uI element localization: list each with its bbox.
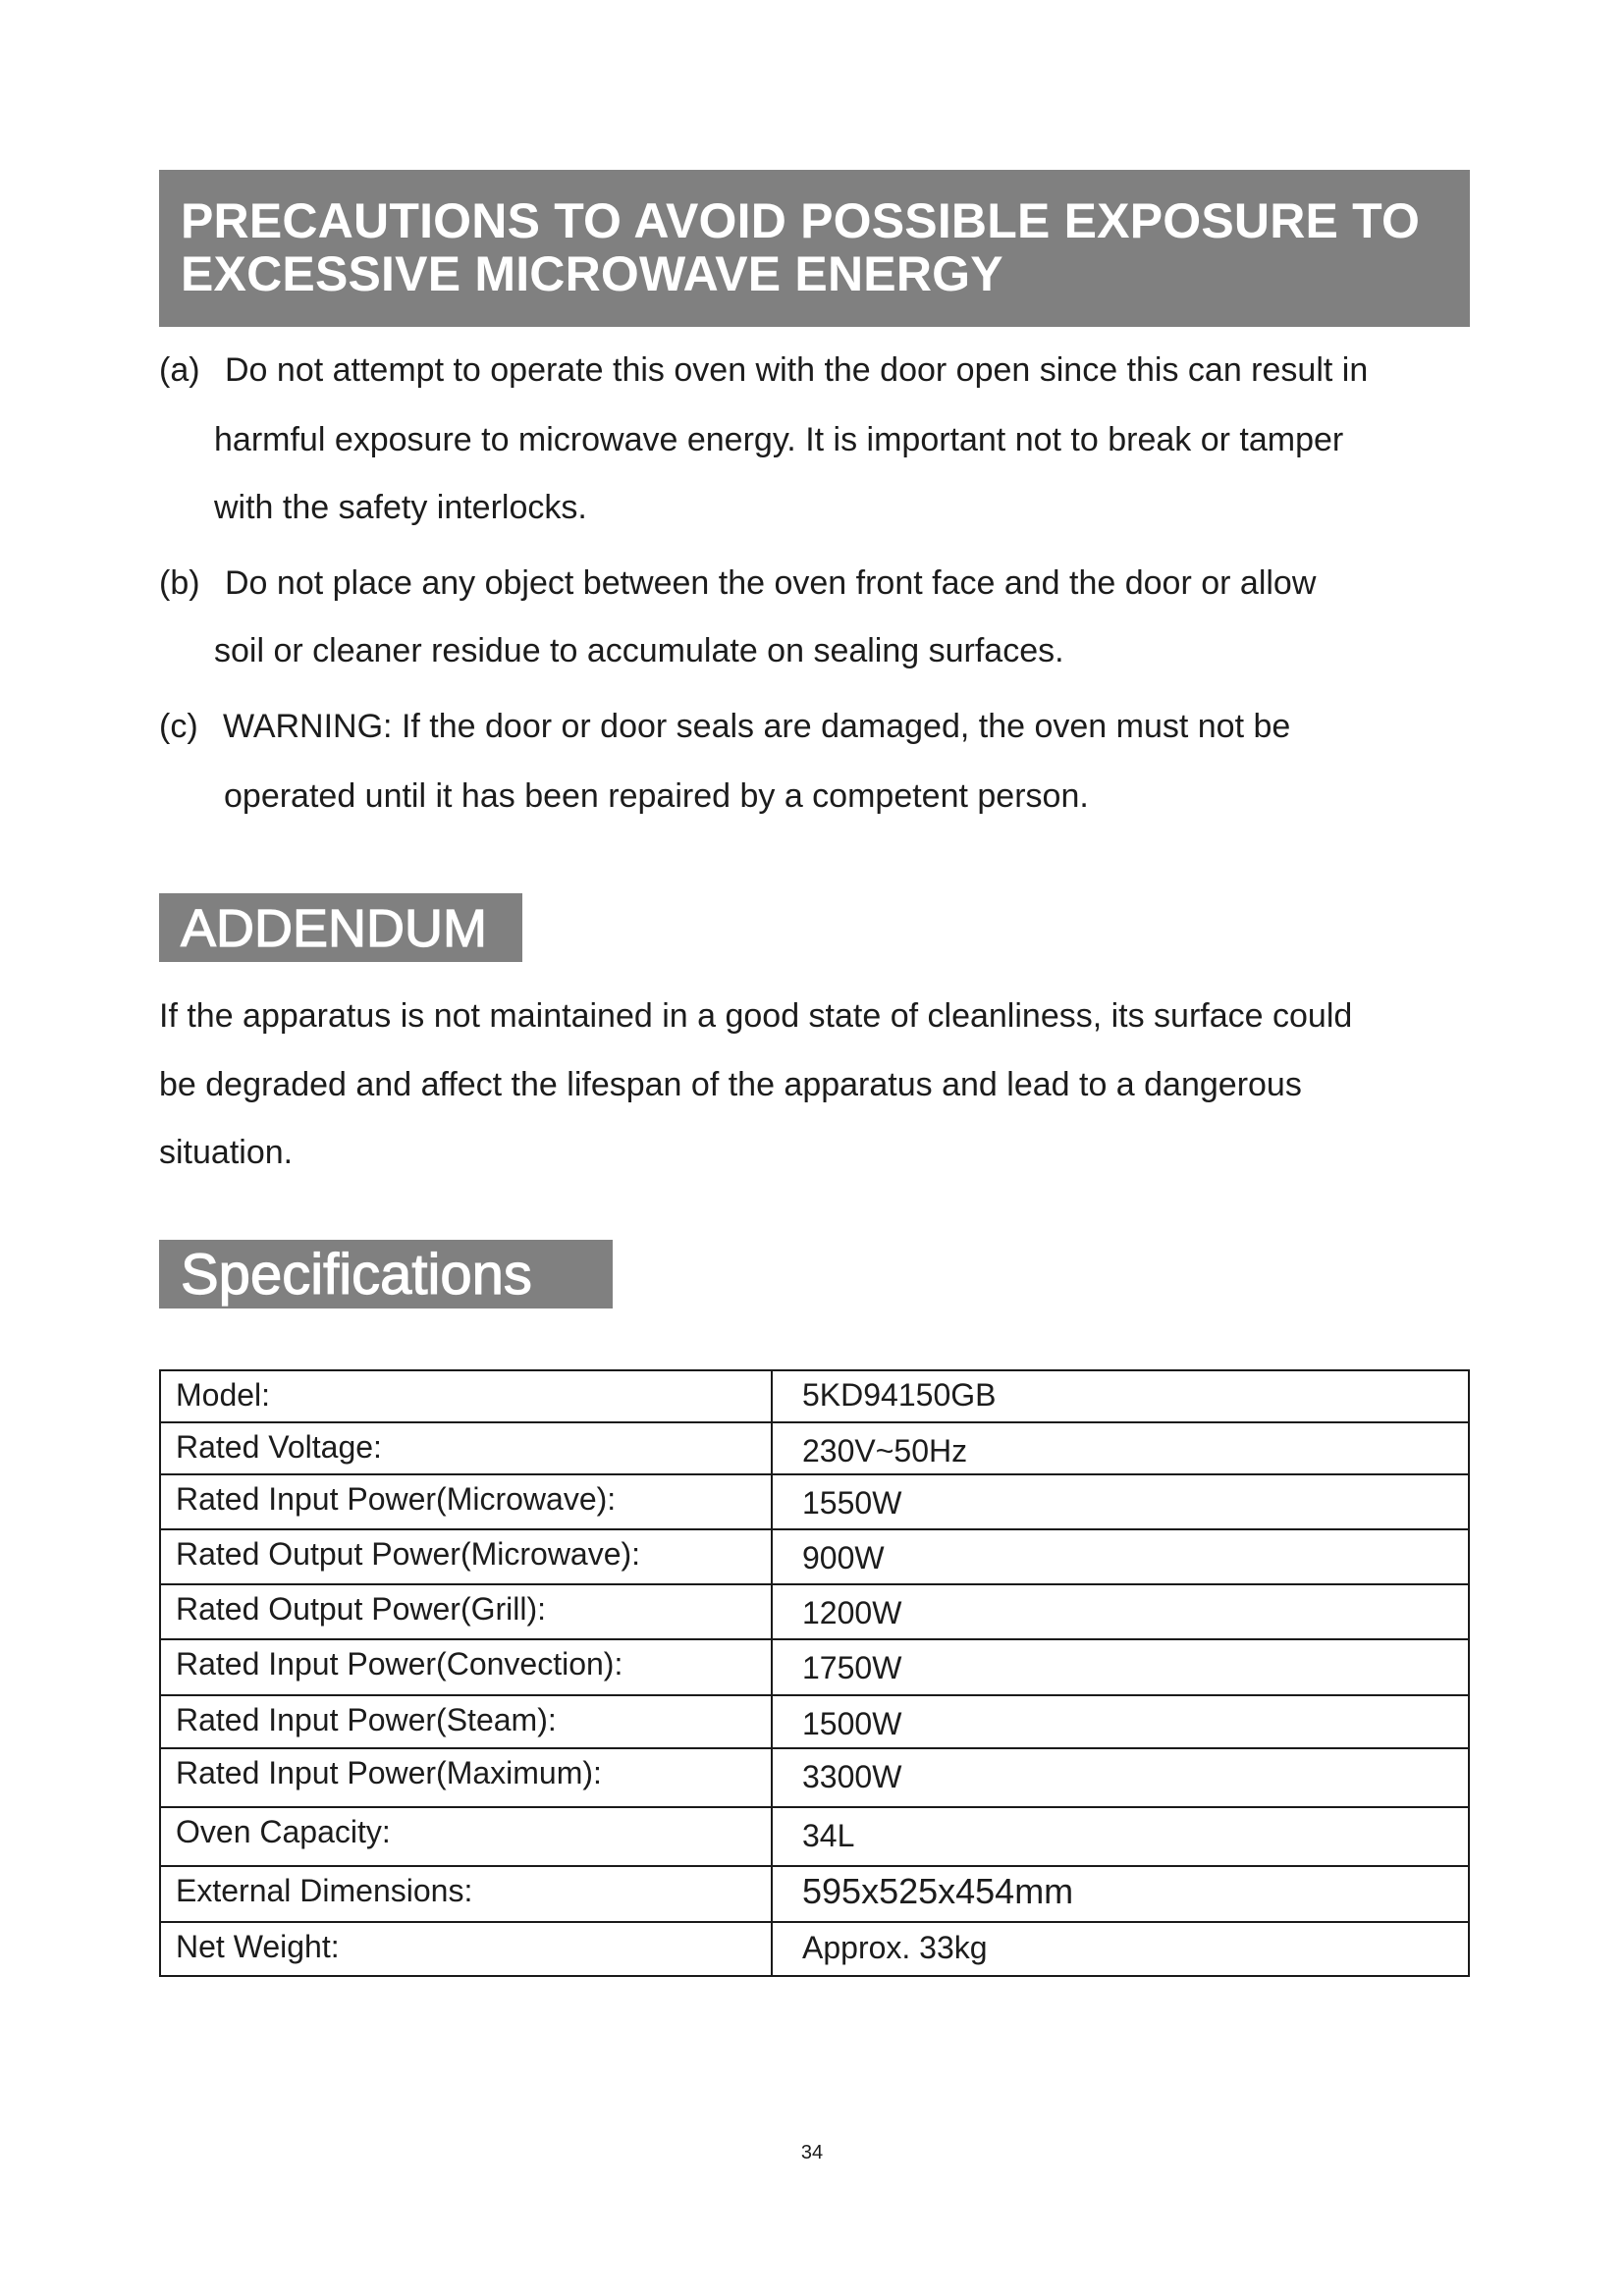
spec-label: Rated Voltage: xyxy=(160,1422,772,1474)
spec-value: 34L xyxy=(772,1807,1469,1866)
spec-row-input-steam xyxy=(160,1695,1469,1748)
spec-label: Rated Input Power(Maximum): xyxy=(160,1748,772,1807)
item-a-marker: (a) xyxy=(159,351,200,389)
specifications-heading: Specifications xyxy=(159,1240,613,1308)
spec-row-model xyxy=(160,1370,1469,1422)
spec-row-net-weight xyxy=(160,1922,1469,1976)
spec-row-input-microwave xyxy=(160,1474,1469,1529)
spec-label: Rated Input Power(Microwave): xyxy=(160,1474,772,1529)
spec-label: Rated Output Power(Microwave): xyxy=(160,1529,772,1584)
spec-label: Net Weight: xyxy=(160,1922,772,1976)
item-c-marker: (c) xyxy=(159,708,198,745)
spec-value: 1200W xyxy=(772,1584,1469,1639)
spec-value: 900W xyxy=(772,1529,1469,1584)
spec-row-input-convection xyxy=(160,1639,1469,1695)
item-c-line-1: WARNING: If the door or door seals are damaged, the oven must not be xyxy=(223,708,1291,745)
spec-row-output-grill xyxy=(160,1584,1469,1639)
spec-value: Approx. 33kg xyxy=(772,1922,1469,1976)
spec-row-external-dimensions xyxy=(160,1866,1469,1922)
item-a-line-3: with the safety interlocks. xyxy=(214,489,587,526)
precautions-heading xyxy=(159,170,1470,327)
item-a-line-2: harmful exposure to microwave energy. It is important not to break or tamper xyxy=(214,421,1344,458)
spec-value: 595x525x454mm xyxy=(772,1866,1469,1922)
addendum-line-3: situation. xyxy=(159,1134,294,1171)
spec-label: Oven Capacity: xyxy=(160,1807,772,1866)
spec-label: External Dimensions: xyxy=(160,1866,772,1922)
spec-value: 1500W xyxy=(772,1695,1469,1748)
spec-label: Rated Input Power(Steam): xyxy=(160,1695,772,1748)
addendum-line-1: If the apparatus is not maintained in a good state of cleanliness, its surface could xyxy=(159,997,1353,1035)
spec-value: 1550W xyxy=(772,1474,1469,1529)
spec-value: 3300W xyxy=(772,1748,1469,1807)
item-b-line-2: soil or cleaner residue to accumulate on sealing surfaces. xyxy=(214,632,1064,669)
item-c-line-2: operated until it has been repaired by a competent person. xyxy=(224,777,1089,815)
spec-label: Rated Output Power(Grill): xyxy=(160,1584,772,1639)
addendum-heading: ADDENDUM xyxy=(159,893,522,962)
specifications-table xyxy=(159,1369,1470,1977)
spec-row-rated-voltage xyxy=(160,1422,1469,1474)
spec-label: Rated Input Power(Convection): xyxy=(160,1639,772,1695)
item-b-line-1: Do not place any object between the oven front face and the door or allow xyxy=(225,564,1317,602)
item-b-marker: (b) xyxy=(159,564,200,602)
precautions-heading-line-2: EXCESSIVE MICROWAVE ENERGY xyxy=(181,246,1003,301)
spec-label: Model: xyxy=(160,1370,772,1422)
spec-value: 230V~50Hz xyxy=(772,1422,1469,1474)
spec-value: 5KD94150GB xyxy=(772,1370,1469,1422)
spec-row-input-maximum xyxy=(160,1748,1469,1807)
precautions-heading-line-1: PRECAUTIONS TO AVOID POSSIBLE EXPOSURE TO xyxy=(181,193,1421,248)
spec-value: 1750W xyxy=(772,1639,1469,1695)
item-a-line-1: Do not attempt to operate this oven with the door open since this can result in xyxy=(225,351,1369,389)
page-number: 34 xyxy=(800,2142,824,2163)
spec-row-oven-capacity xyxy=(160,1807,1469,1866)
spec-row-output-microwave xyxy=(160,1529,1469,1584)
addendum-line-2: be degraded and affect the lifespan of the apparatus and lead to a dangerous xyxy=(159,1066,1302,1103)
